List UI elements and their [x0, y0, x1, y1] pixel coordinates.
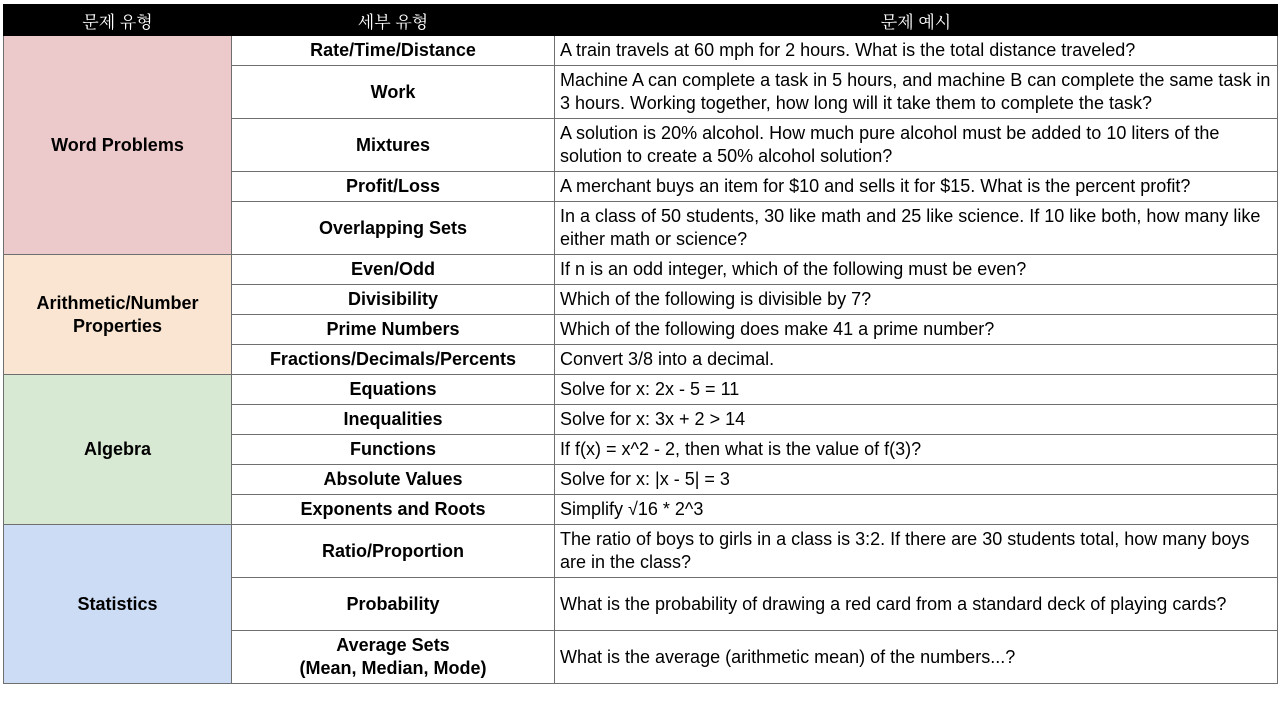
example-cell: Which of the following does make 41 a prime number? [555, 315, 1278, 345]
header-subtype: 세부 유형 [232, 5, 555, 36]
category-cell: Arithmetic/Number Properties [4, 255, 232, 375]
example-cell: Solve for x: |x - 5| = 3 [555, 465, 1278, 495]
subtype-cell: Absolute Values [232, 465, 555, 495]
example-cell: If n is an odd integer, which of the following must be even? [555, 255, 1278, 285]
table-row [4, 375, 1278, 405]
subtype-cell: Mixtures [232, 119, 555, 172]
subtype-cell: Average Sets (Mean, Median, Mode) [232, 631, 555, 684]
example-cell: The ratio of boys to girls in a class is 3:2. If there are 30 students total, how many boys are in the class? [555, 525, 1278, 578]
subtype-cell: Overlapping Sets [232, 202, 555, 255]
example-cell: In a class of 50 students, 30 like math and 25 like science. If 10 like both, how many like either math or science? [555, 202, 1278, 255]
example-cell: Convert 3/8 into a decimal. [555, 345, 1278, 375]
example-cell: A train travels at 60 mph for 2 hours. What is the total distance traveled? [555, 36, 1278, 66]
subtype-cell: Equations [232, 375, 555, 405]
subtype-cell: Even/Odd [232, 255, 555, 285]
subtype-cell: Probability [232, 578, 555, 631]
example-cell: Simplify √16 * 2^3 [555, 495, 1278, 525]
problem-types-table [3, 4, 1278, 684]
subtype-cell: Functions [232, 435, 555, 465]
example-cell: Machine A can complete a task in 5 hours, and machine B can complete the same task in 3 hours. Working together, how long will it take them to complete the task? [555, 66, 1278, 119]
example-cell: A solution is 20% alcohol. How much pure alcohol must be added to 10 liters of the solution to create a 50% alcohol solution? [555, 119, 1278, 172]
subtype-cell: Prime Numbers [232, 315, 555, 345]
table-row [4, 36, 1278, 66]
subtype-cell: Inequalities [232, 405, 555, 435]
example-cell: If f(x) = x^2 - 2, then what is the value of f(3)? [555, 435, 1278, 465]
subtype-cell: Ratio/Proportion [232, 525, 555, 578]
header-row [4, 5, 1278, 36]
header-problem-type: 문제 유형 [4, 5, 232, 36]
example-cell: What is the probability of drawing a red card from a standard deck of playing cards? [555, 578, 1278, 631]
subtype-cell: Exponents and Roots [232, 495, 555, 525]
subtype-cell: Work [232, 66, 555, 119]
example-cell: Which of the following is divisible by 7? [555, 285, 1278, 315]
subtype-cell: Fractions/Decimals/Percents [232, 345, 555, 375]
example-cell: Solve for x: 2x - 5 = 11 [555, 375, 1278, 405]
category-cell: Algebra [4, 375, 232, 525]
category-cell: Word Problems [4, 36, 232, 255]
example-cell: Solve for x: 3x + 2 > 14 [555, 405, 1278, 435]
table-row [4, 255, 1278, 285]
subtype-cell: Profit/Loss [232, 172, 555, 202]
header-example: 문제 예시 [555, 5, 1278, 36]
example-cell: A merchant buys an item for $10 and sells it for $15. What is the percent profit? [555, 172, 1278, 202]
category-cell: Statistics [4, 525, 232, 684]
subtype-cell: Divisibility [232, 285, 555, 315]
subtype-cell: Rate/Time/Distance [232, 36, 555, 66]
table-row [4, 525, 1278, 578]
example-cell: What is the average (arithmetic mean) of the numbers...? [555, 631, 1278, 684]
